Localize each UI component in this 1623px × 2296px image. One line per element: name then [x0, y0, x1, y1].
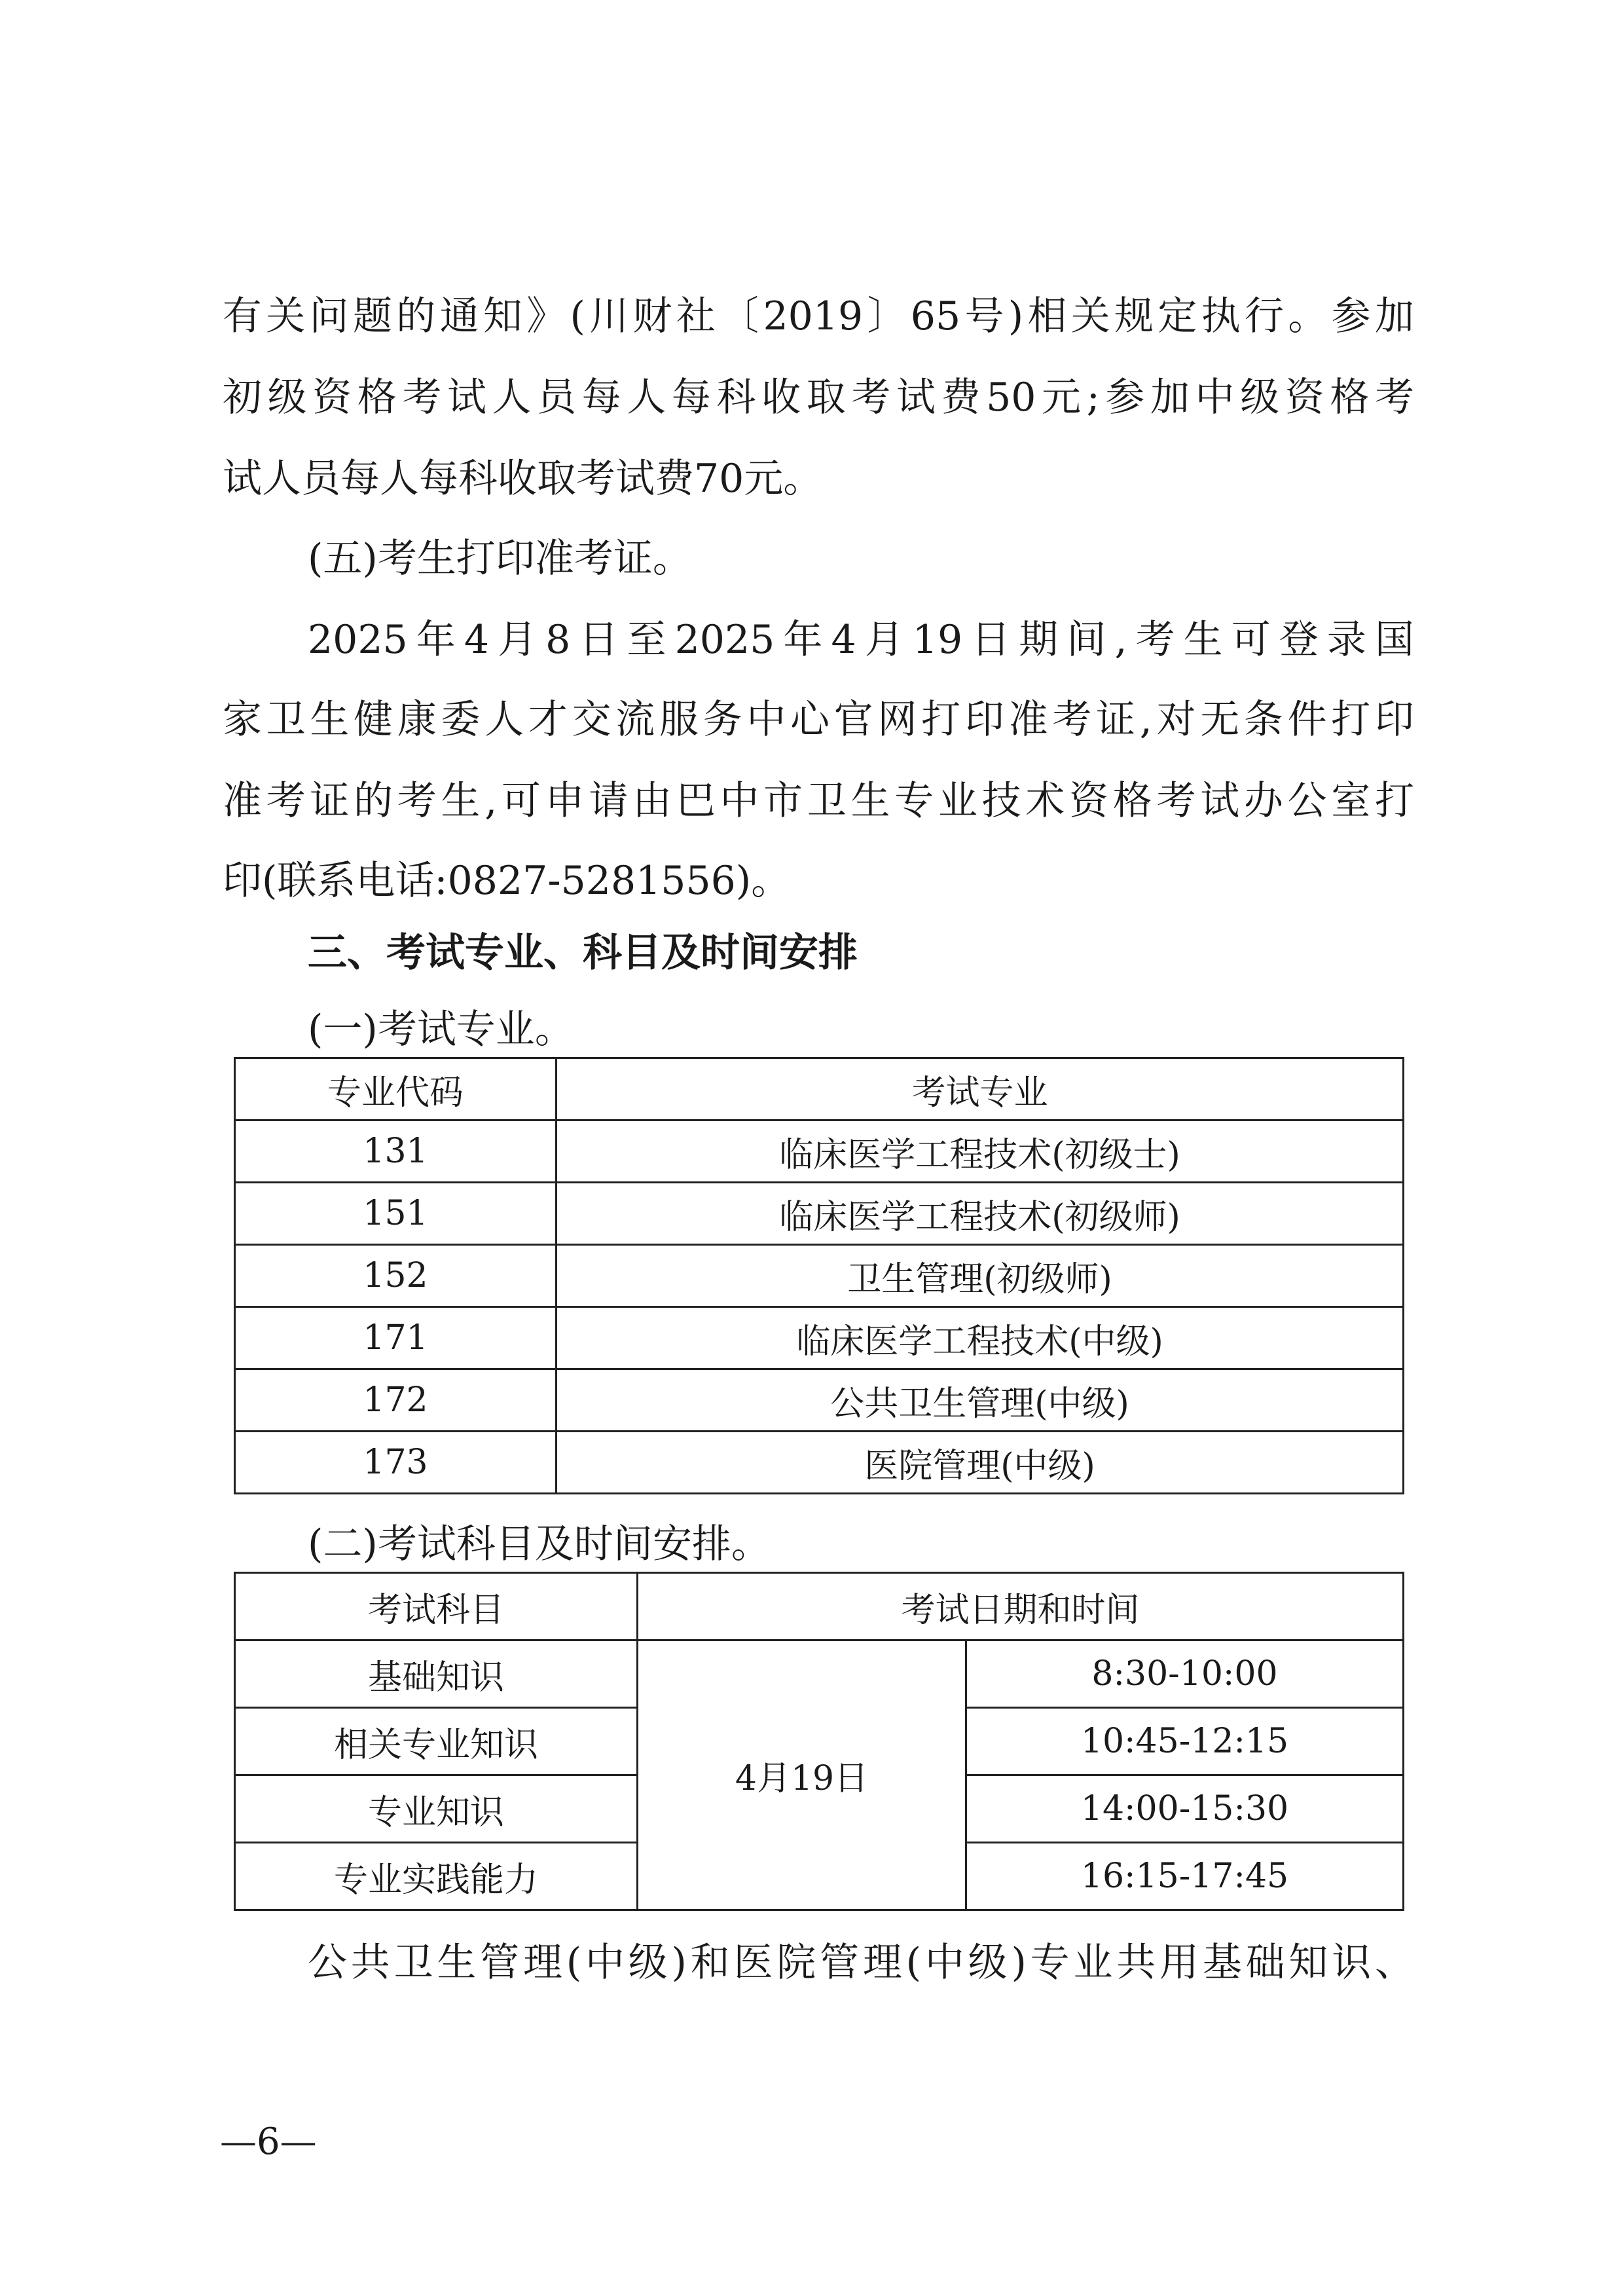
table-row [235, 1369, 1404, 1432]
paragraph-line: 公共卫生管理(中级)和医院管理(中级)专业共用基础知识、 [308, 1940, 1414, 1986]
table-row [235, 1432, 1404, 1494]
section-heading: 三、考试专业、科目及时间安排 [308, 930, 858, 976]
time-cell: 16:15-17:45 [966, 1843, 1404, 1910]
header-cell: 考试日期和时间 [638, 1573, 1404, 1640]
time-cell: 10:45-12:15 [966, 1708, 1404, 1775]
exam-date-cell: 4月19日 [638, 1640, 966, 1910]
table-header-row [235, 1573, 1404, 1640]
subheading-majors: (一)考试专业。 [308, 1007, 574, 1052]
subject-cell: 专业知识 [235, 1775, 638, 1843]
subject-cell: 专业实践能力 [235, 1843, 638, 1910]
paragraph-line: 试人员每人每科收取考试费70元。 [223, 456, 823, 502]
major-code: 152 [235, 1245, 556, 1307]
table-header-row [235, 1058, 1404, 1120]
table-row [235, 1120, 1404, 1183]
major-name: 临床医学工程技术(初级士) [556, 1120, 1404, 1183]
page-number: —6— [220, 2120, 317, 2163]
major-code: 173 [235, 1432, 556, 1494]
time-cell: 14:00-15:30 [966, 1775, 1404, 1843]
table-row [235, 1245, 1404, 1307]
major-name: 临床医学工程技术(中级) [556, 1307, 1404, 1369]
subheading-print-admission: (五)考生打印准考证。 [308, 536, 692, 582]
subheading-schedule: (二)考试科目及时间安排。 [308, 1521, 771, 1567]
table-row [235, 1183, 1404, 1245]
paragraph-line: 初级资格考试人员每人每科收取考试费50元;参加中级资格考 [223, 375, 1414, 420]
major-name: 公共卫生管理(中级) [556, 1369, 1404, 1432]
time-cell: 8:30-10:00 [966, 1640, 1404, 1708]
subject-cell: 相关专业知识 [235, 1708, 638, 1775]
table-row [235, 1307, 1404, 1369]
table-row [235, 1640, 1404, 1708]
header-cell: 考试科目 [235, 1573, 638, 1640]
major-name: 医院管理(中级) [556, 1432, 1404, 1494]
header-cell: 专业代码 [235, 1058, 556, 1120]
paragraph-line: 2025年4月8日至2025年4月19日期间,考生可登录国 [308, 617, 1414, 663]
major-code: 151 [235, 1183, 556, 1245]
major-name: 临床医学工程技术(初级师) [556, 1183, 1404, 1245]
major-code: 171 [235, 1307, 556, 1369]
paragraph-line: 家卫生健康委人才交流服务中心官网打印准考证,对无条件打印 [223, 697, 1414, 743]
schedule-table [234, 1572, 1404, 1911]
subject-cell: 基础知识 [235, 1640, 638, 1708]
header-cell: 考试专业 [556, 1058, 1404, 1120]
major-name: 卫生管理(初级师) [556, 1245, 1404, 1307]
majors-table [234, 1057, 1404, 1494]
major-code: 131 [235, 1120, 556, 1183]
paragraph-line: 印(联系电话:0827-5281556)。 [223, 858, 791, 904]
major-code: 172 [235, 1369, 556, 1432]
paragraph-line: 准考证的考生,可申请由巴中市卫生专业技术资格考试办公室打 [223, 778, 1414, 824]
paragraph-line: 有关问题的通知》(川财社〔2019〕65号)相关规定执行。参加 [223, 293, 1414, 339]
